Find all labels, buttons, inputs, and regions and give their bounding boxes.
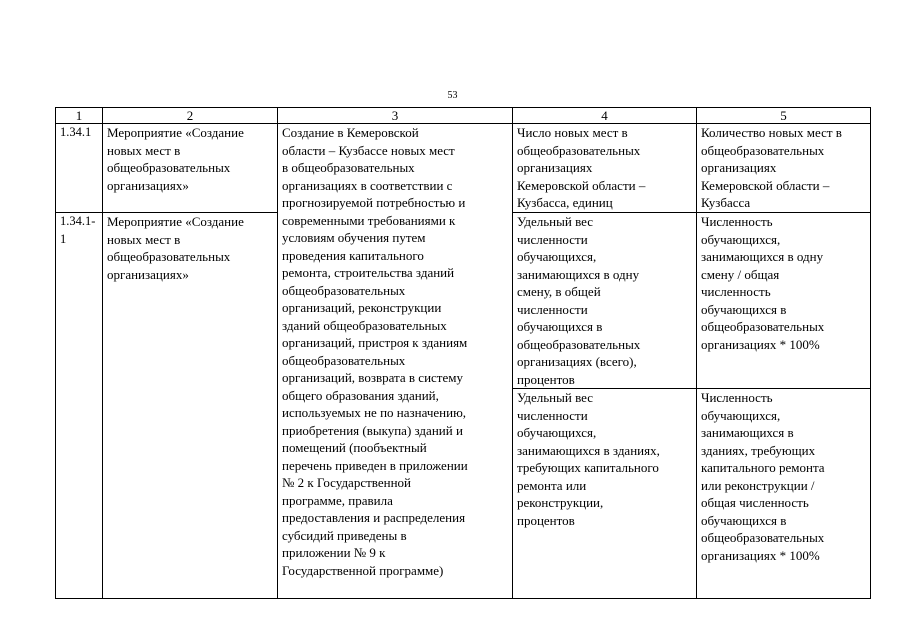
header-col-5: 5 [697,108,871,124]
header-col-3: 3 [278,108,513,124]
row-code: 1.34.1-1 [56,213,103,599]
row-code: 1.34.1 [56,124,103,213]
table-row [56,124,871,213]
row-formula: Количество новых мест в общеобразовательных организациях Кемеровской области – Кузбасса [697,124,871,213]
header-col-4: 4 [513,108,697,124]
header-row [56,108,871,124]
row-indicator: Число новых мест в общеобразовательных организациях Кемеровской области – Кузбасса, единиц [513,124,697,213]
row-formula: Численность обучающихся, занимающихся в одну смену / общая численность обучающихся в общеобразовательных организациях * 100% [697,213,871,389]
measures-table [55,107,871,599]
row-description: Создание в Кемеровской области – Кузбассе новых мест в общеобразовательных организациях в соответствии с прогнозируемой потребностью и современными требованиями к условиям обучения путем проведения капитального ремонта, строительства зданий общеобразовательных организаций, реконструкции зданий общеобразовательных организаций, пристроя к зданиям общеобразовательных организаций, возврата в систему общего образования зданий, используемых не по назначению, приобретения (выкупа) зданий и помещений (пообъектный перечень приведен в приложении № 2 к Государственной программе, правила предоставления и распределения субсидий приведены в приложении № 9 к Государственной программе) [278,124,513,599]
header-col-1: 1 [56,108,103,124]
row-formula: Численность обучающихся, занимающихся в зданиях, требующих капитального ремонта или реконструкции / общая численность обучающихся в общеобразовательных организациях * 100% [697,389,871,599]
row-indicator: Удельный вес численности обучающихся, занимающихся в зданиях, требующих капитального ремонта или реконструкции, процентов [513,389,697,599]
header-col-2: 2 [103,108,278,124]
row-event: Мероприятие «Создание новых мест в общеобразовательных организациях» [103,124,278,213]
row-indicator: Удельный вес численности обучающихся, занимающихся в одну смену, в общей численности обучающихся в общеобразовательных организациях (всего), процентов [513,213,697,389]
page-number: 53 [447,90,458,101]
row-event: Мероприятие «Создание новых мест в общеобразовательных организациях» [103,213,278,599]
